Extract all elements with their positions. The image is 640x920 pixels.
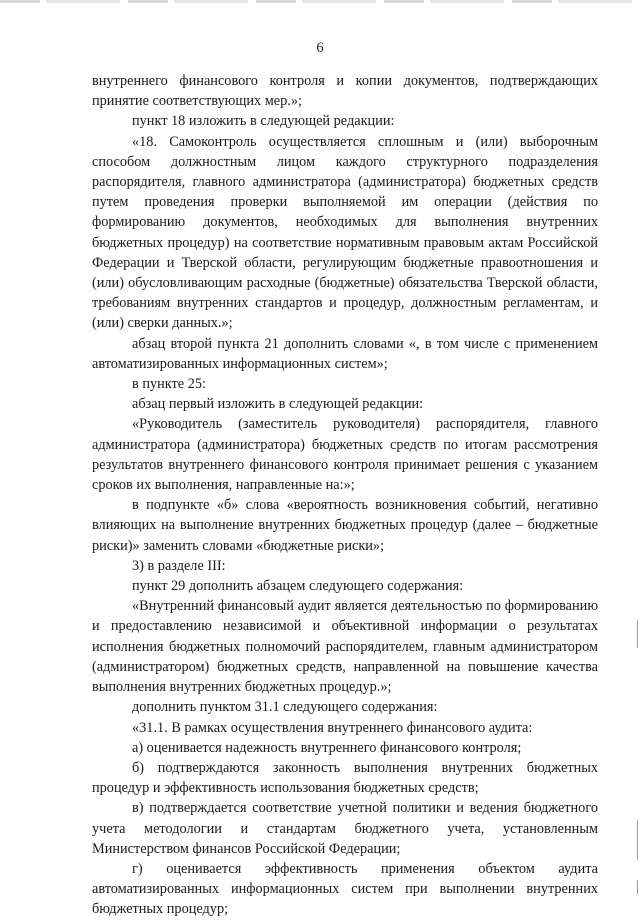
paragraph: «Внутренний финансовый аудит является деятельностью по формированию и предоставлению независимой и объективной информации о результатах исполнения бюджетных полномочий распорядителем, главным администратором (администратором) бюджетных средств, направленной на повышение качества выполнения внутренних бюджетных процедур.»;	[92, 598, 598, 696]
paragraph: 3) в разделе III:	[132, 557, 226, 574]
scan-margin-mark	[637, 820, 638, 860]
paragraph: «18. Самоконтроль осуществляется сплошным и (или) выборочным способом должностным лицом каждого структурного подразделения распорядителя, главного администратора (администратора) бюджетных средств путем проведения проверки выполняемой им операции (действия по формированию документов, необходимых для выполнения внутренних бюджетных процедур) на соответствие нормативным правовым актам Российской Федерации и Тверской области, регулирующим бюджетные правоотношения и (или) обусловливающим расходные (бюджетные) обязательства Тверской области, требованиям внутренних стандартов и процедур, должностным регламентам, и (или) сверки данных.»;	[92, 133, 598, 332]
paragraph: пункт 18 изложить в следующей редакции:	[132, 113, 395, 130]
paragraph: «Руководитель (заместитель руководителя) распорядителя, главного администратора (администратора) бюджетных средств по итогам рассмотрения результатов внутреннего финансового контроля принимает решения с указанием сроков их выполнения, направленные на:»;	[92, 416, 598, 494]
scan-edge-artifact	[0, 0, 640, 3]
scan-margin-mark	[637, 620, 638, 648]
paragraph: внутреннего финансового контроля и копии документов, подтверждающих принятие соответствующих мер.»;	[92, 73, 598, 110]
paragraph: г) оценивается эффективность применения объектом аудита автоматизированных информационных систем при выполнении внутренних бюджетных процедур;	[92, 860, 598, 918]
scan-margin-mark	[637, 880, 638, 894]
page-number: 6	[316, 40, 324, 56]
paragraph: абзац первый изложить в следующей редакции:	[132, 396, 424, 413]
paragraph: в подпункте «б» слова «вероятность возникновения событий, негативно влияющих на выполнение внутренних бюджетных процедур (далее – бюджетные риски)» заменить словами «бюджетные риски»;	[92, 497, 598, 554]
paragraph: а) оценивается надежность внутреннего финансового контроля;	[132, 739, 522, 756]
paragraph: «31.1. В рамках осуществления внутреннего финансового аудита:	[132, 719, 533, 736]
paragraph: пункт 29 дополнить абзацем следующего содержания:	[132, 578, 464, 595]
document-body	[92, 71, 598, 920]
paragraph: б) подтверждаются законность выполнения внутренних бюджетных процедур и эффективность использования бюджетных средств;	[92, 759, 598, 797]
paragraph: в пункте 25:	[132, 376, 206, 393]
paragraph: абзац второй пункта 21 дополнить словами «, в том числе с применением автоматизированных информационных систем»;	[92, 335, 598, 372]
paragraph: в) подтверждается соответствие учетной политики и ведения бюджетного учета методологии и стандартам бюджетного учета, установленным Министерством финансов Российской Федерации;	[92, 800, 598, 857]
paragraph: дополнить пунктом 31.1 следующего содержания:	[132, 699, 438, 716]
